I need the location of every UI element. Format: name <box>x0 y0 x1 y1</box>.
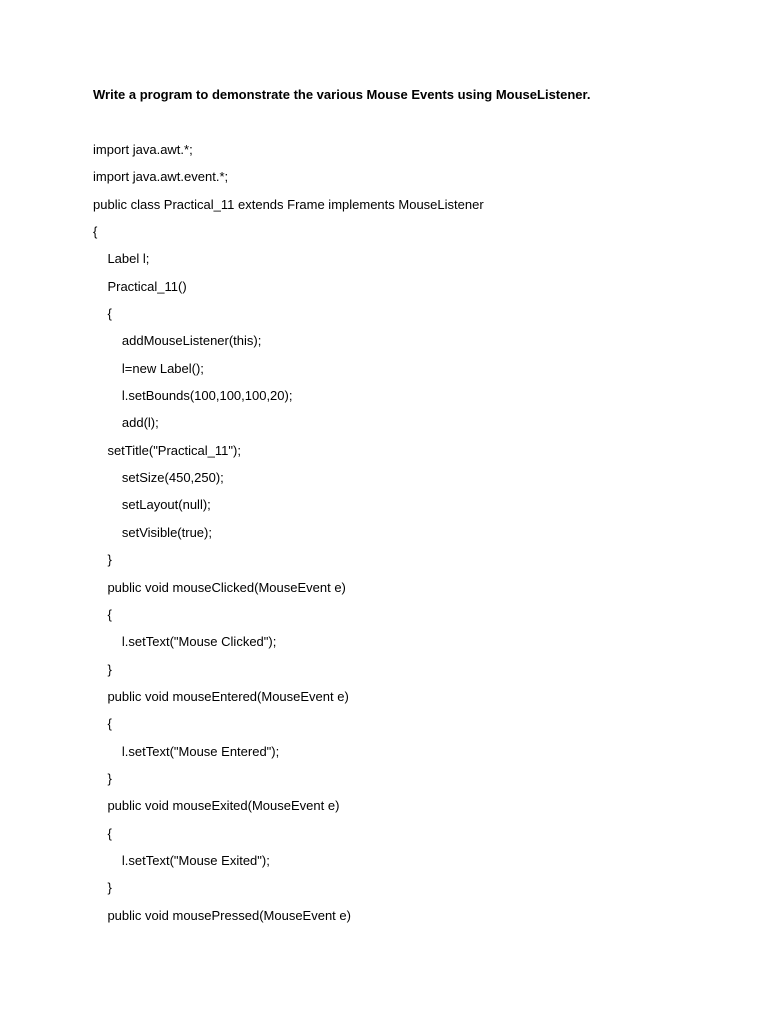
code-line: setVisible(true); <box>93 524 212 540</box>
code-line: { <box>93 606 112 622</box>
code-line: setSize(450,250); <box>93 470 224 486</box>
code-line: l.setText("Mouse Exited"); <box>93 852 270 868</box>
code-line: add(l); <box>93 415 159 431</box>
code-line: Practical_11() <box>93 278 187 294</box>
code-line: addMouseListener(this); <box>93 333 262 349</box>
question-title: Write a program to demonstrate the various Mouse Events using MouseListener. <box>93 87 591 102</box>
code-line: } <box>93 770 112 786</box>
code-line: l.setText("Mouse Entered"); <box>93 743 280 759</box>
code-line: l.setBounds(100,100,100,20); <box>93 388 293 404</box>
code-line: { <box>93 716 112 732</box>
code-line: } <box>93 552 112 568</box>
code-line: { <box>93 825 112 841</box>
code-line: setTitle("Practical_11"); <box>93 442 241 458</box>
code-line: public void mousePressed(MouseEvent e) <box>93 907 351 923</box>
code-line: public void mouseClicked(MouseEvent e) <box>93 579 346 595</box>
code-listing <box>93 141 484 934</box>
code-line: l=new Label(); <box>93 360 204 376</box>
code-line: setLayout(null); <box>93 497 211 513</box>
code-line: public void mouseEntered(MouseEvent e) <box>93 688 349 704</box>
code-line: } <box>93 661 112 677</box>
code-line: public void mouseExited(MouseEvent e) <box>93 798 340 814</box>
code-line: public class Practical_11 extends Frame implements MouseListener <box>93 196 484 212</box>
code-line: import java.awt.event.*; <box>93 169 229 185</box>
code-line: { <box>93 224 98 240</box>
code-line: l.setText("Mouse Clicked"); <box>93 634 277 650</box>
code-line: } <box>93 880 112 896</box>
code-line: import java.awt.*; <box>93 142 193 157</box>
code-line: Label l; <box>93 251 150 267</box>
code-line: { <box>93 306 112 322</box>
